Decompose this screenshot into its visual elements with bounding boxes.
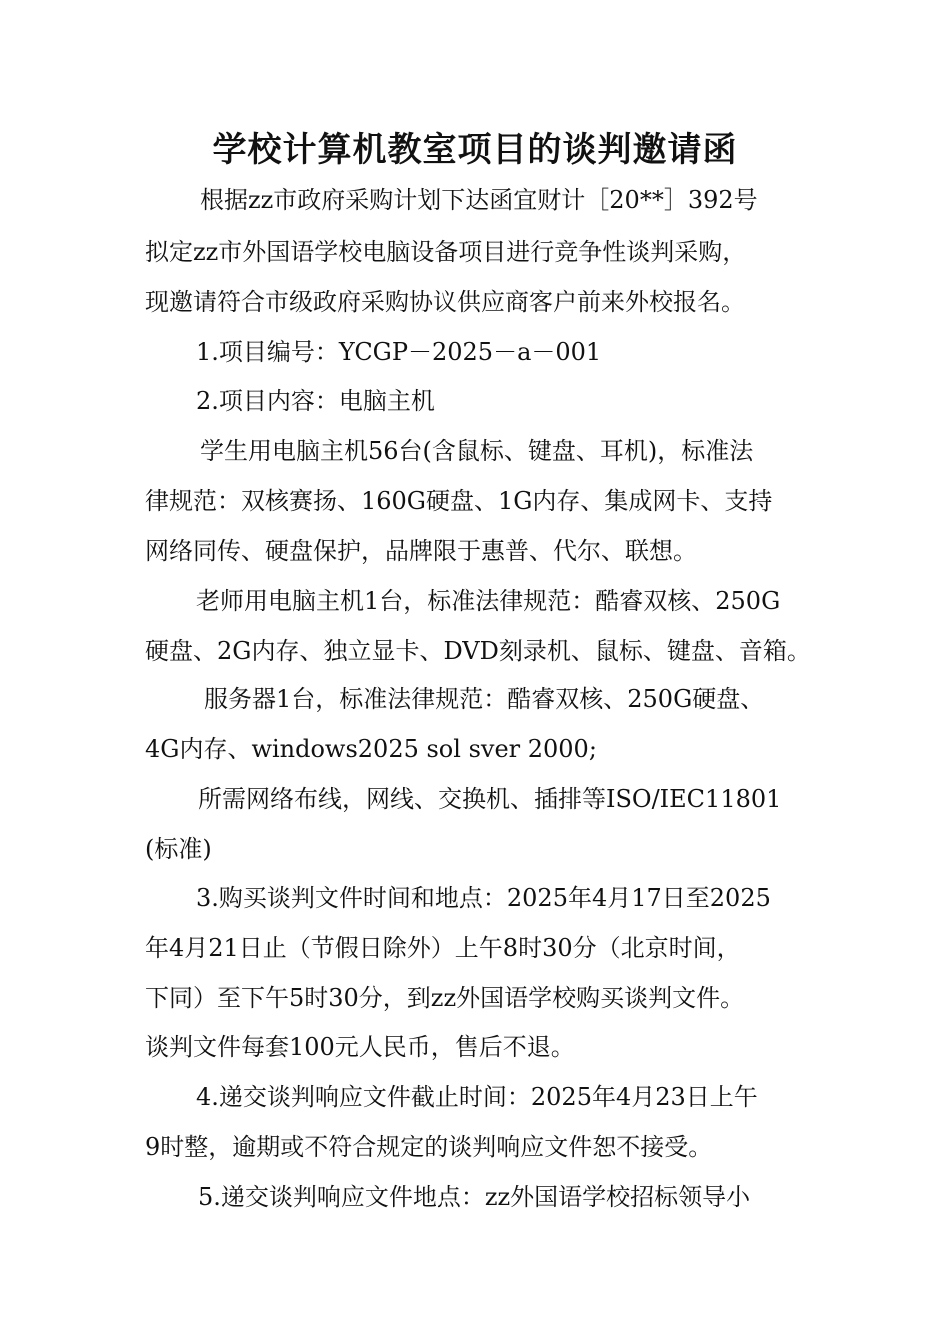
paragraph-line: 下同）至下午5时30分，到zz外国语学校购买谈判文件。 bbox=[145, 984, 745, 1012]
paragraph-line: 年4月21日止（节假日除外）上午8时30分（北京时间， bbox=[145, 934, 741, 962]
paragraph-line: 9时整，逾期或不符合规定的谈判响应文件恕不接受。 bbox=[145, 1133, 713, 1161]
paragraph-line: 硬盘、2G内存、独立显卡、DVD刻录机、鼠标、键盘、音箱。 bbox=[145, 637, 811, 665]
paragraph-line: 网络同传、硬盘保护，品牌限于惠普、代尔、联想。 bbox=[145, 537, 697, 565]
paragraph-line: (标准) bbox=[145, 835, 212, 863]
paragraph-line: 现邀请符合市级政府采购协议供应商客户前来外校报名。 bbox=[145, 288, 745, 316]
paragraph-line: 所需网络布线，网线、交换机、插排等ISO/IEC11801 bbox=[198, 785, 782, 813]
paragraph-line: 学生用电脑主机56台(含鼠标、键盘、耳机)，标准法 bbox=[200, 437, 754, 465]
paragraph-line: 拟定zz市外国语学校电脑设备项目进行竞争性谈判采购， bbox=[145, 238, 747, 266]
paragraph-line: 律规范：双核赛扬、160G硬盘、1G内存、集成网卡、支持 bbox=[145, 487, 773, 515]
paragraph-line: 根据zz市政府采购计划下达函宜财计［20**］392号 bbox=[200, 186, 758, 214]
document-title: 学校计算机教室项目的谈判邀请函 bbox=[212, 130, 738, 170]
item-submission-location: 5.递交谈判响应文件地点：zz外国语学校招标领导小 bbox=[198, 1183, 751, 1211]
item-submission-deadline: 4.递交谈判响应文件截止时间：2025年4月23日上午 bbox=[196, 1083, 758, 1111]
paragraph-line: 谈判文件每套100元人民币，售后不退。 bbox=[145, 1033, 575, 1061]
paragraph-line: 老师用电脑主机1台，标准法律规范：酷睿双核、250G bbox=[196, 587, 781, 615]
item-project-content: 2.项目内容：电脑主机 bbox=[196, 387, 435, 415]
item-project-number: 1.项目编号：YCGP－2025－a－001 bbox=[196, 338, 602, 366]
paragraph-line: 服务器1台，标准法律规范：酷睿双核、250G硬盘、 bbox=[204, 685, 765, 713]
item-purchase-time: 3.购买谈判文件时间和地点：2025年4月17日至2025 bbox=[196, 884, 771, 912]
paragraph-line: 4G内存、windows2025 sol sver 2000; bbox=[145, 735, 597, 763]
